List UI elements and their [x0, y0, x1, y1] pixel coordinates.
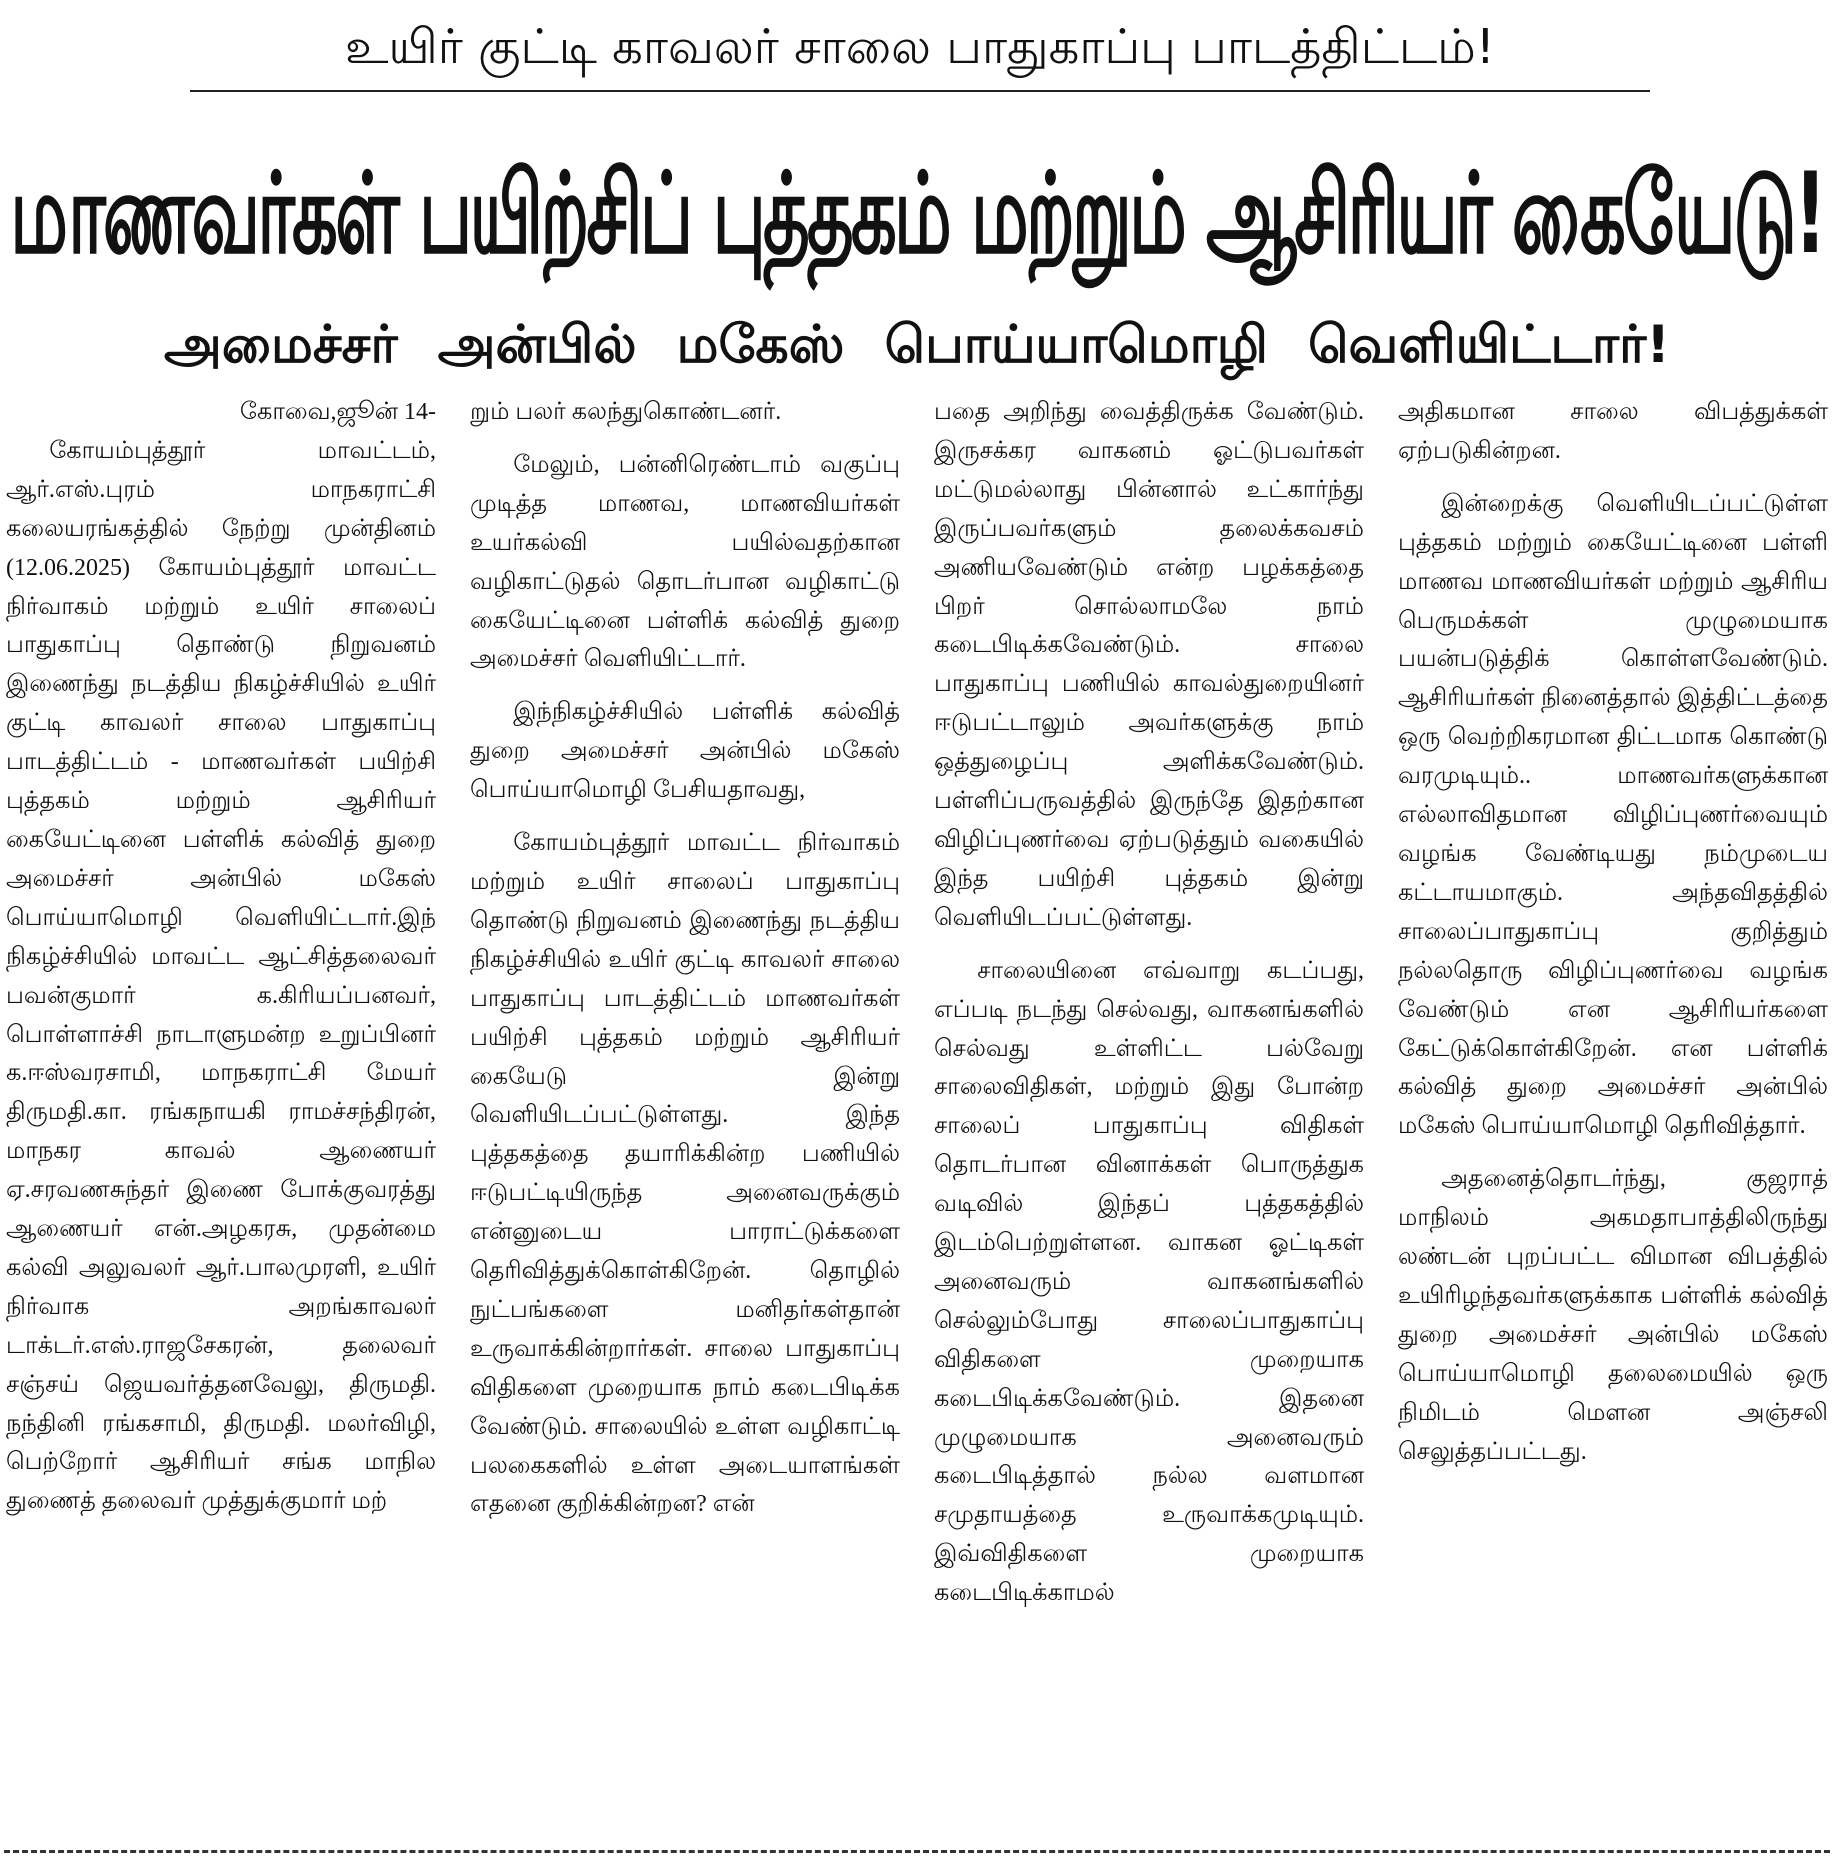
- article-paragraph-5: கோயம்புத்தூர் மாவட்ட நிர்வாகம் மற்றும் உயிர் சாலைப் பாதுகாப்பு தொண்டு நிறுவனம் இணைந்து நடத்திய நிகழ்ச்சியில் உயிர் குட்டி காவலர் சாலை பாதுகாப்பு பாடத்திட்டம் மாணவர்கள் பயிற்சி புத்தகம் மற்றும் ஆசிரியர் கையேடு இன்று வெளியிடப்பட்டுள்ளது. இந்த புத்தகத்தை தயாரிக்கின்ற பணியில் ஈடுபட்டியிருந்த அனைவருக்கும் என்னுடைய பாராட்டுக்களை தெரிவித்துக்கொள்கிறேன். தொழில் நுட்பங்களை மனிதர்கள்தான் உருவாக்கின்றார்கள். சாலை பாதுகாப்பு விதிகளை முறையாக நாம் கடைபிடிக்க வேண்டும். சாலையில் உள்ள வழிகாட்டி பலகைகளில் உள்ள அடையாளங்கள் எதனை குறிக்கின்றன? என்: [470, 830, 900, 1518]
- dateline: கோவை,ஜூன் 14-: [239, 399, 436, 425]
- article-paragraph-1: கோயம்புத்தூர் மாவட்டம், ஆர்.எஸ்.புரம் மாநகராட்சி கலையரங்கத்தில் நேற்று முன்தினம் (12.06.2025) கோயம்புத்தூர் மாவட்ட நிர்வாகம் மற்றும் உயிர் சாலைப் பாதுகாப்பு தொண்டு நிறுவனம் இணைந்து நடத்திய நிகழ்ச்சியில் உயிர் குட்டி காவலர் சாலை பாதுகாப்பு பாடத்திட்டம் - மாணவர்கள் பயிற்சி புத்தகம் மற்றும் ஆசிரியர் கையேட்டினை பள்ளிக் கல்வித் துறை அமைச்சர் அன்பில் மகேஸ் பொய்யாமொழி வெளியிட்டார்.இந் நிகழ்ச்சியில் மாவட்ட ஆட்சித்தலைவர் பவன்குமார் க.கிரியப்பனவர், பொள்ளாச்சி நாடாளுமன்ற உறுப்பினர் க.ஈஸ்வரசாமி, மாநகராட்சி மேயர் திருமதி.கா. ரங்கநாயகி ராமச்சந்திரன், மாநகர காவல் ஆணையர் ஏ.சரவணசுந்தர் இணை போக்குவரத்து ஆணையர் என்.அழகரசு, முதன்மை கல்வி அலுவலர் ஆர்.பாலமுரளி, உயிர் நிர்வாக அறங்காவலர் டாக்டர்.எஸ்.ராஜசேகரன், தலைவர் சஞ்சய் ஜெயவர்த்தனவேலு, திருமதி. நந்தினி ரங்கசாமி, திருமதி. மலர்விழி, பெற்றோர் ஆசிரியர் சங்க மாநில துணைத் தலைவர் முத்துக்குமார் மற்: [6, 437, 436, 1515]
- article-paragraph-2: றும் பலர் கலந்துகொண்டனர்.: [470, 399, 782, 425]
- article-column-2: [470, 393, 900, 1845]
- article-paragraph-7: சாலையினை எவ்வாறு கடப்பது, எப்படி நடந்து செல்வது, வாகனங்களில் செல்வது உள்ளிட்ட பல்வேறு சாலைவிதிகள், மற்றும் இது போன்ற சாலைப் பாதுகாப்பு விதிகள் தொடர்பான வினாக்கள் பொருத்துக வடிவில் இந்தப் புத்தகத்தில் இடம்பெற்றுள்ளன. வாகன ஓட்டிகள் அனைவரும் வாகனங்களில் செல்லும்போது சாலைப்பாதுகாப்பு விதிகளை முறையாக கடைபிடிக்கவேண்டும். இதனை முழுமையாக அனைவரும் கடைபிடித்தால் நல்ல வளமான சமுதாயத்தை உருவாக்கமுடியும். இவ்விதிகளை முறையாக கடைபிடிக்காமல்: [934, 957, 1364, 1607]
- article-paragraph-4: இந்நிகழ்ச்சியில் பள்ளிக் கல்வித் துறை அமைச்சர் அன்பில் மகேஸ் பொய்யாமொழி பேசியதாவது,: [470, 699, 900, 804]
- main-headline: மாணவர்கள் பயிற்சிப் புத்தகம் மற்றும் ஆசிரியர் கையேடு!: [10, 147, 1824, 279]
- article-paragraph-9: இன்றைக்கு வெளியிடப்பட்டுள்ள புத்தகம் மற்றும் கையேட்டினை பள்ளி மாணவ மாணவியர்கள் மற்றும் ஆசிரிய பெருமக்கள் முழுமையாக பயன்படுத்திக் கொள்ளவேண்டும். ஆசிரியர்கள் நினைத்தால் இத்திட்டத்தை ஒரு வெற்றிகரமான திட்டமாக கொண்டு வரமுடியும்.. மாணவர்களுக்கான எல்லாவிதமான விழிப்புணர்வையும் வழங்க வேண்டியது நம்முடைய கட்டாயமாகும். அந்தவிதத்தில் சாலைப்பாதுகாப்பு குறித்தும் நல்லதொரு விழிப்புணர்வை வழங்க வேண்டும் என ஆசிரியர்களை கேட்டுக்கொள்கிறேன். என பள்ளிக் கல்வித் துறை அமைச்சர் அன்பில் மகேஸ் பொய்யாமொழி தெரிவித்தார்.: [1398, 490, 1828, 1140]
- article-paragraph-10: அதனைத்தொடர்ந்து, குஜராத் மாநிலம் அகமதாபாத்திலிருந்து லண்டன் புறப்பட்ட விமான விபத்தில் உயிரிழந்தவர்களுக்காக பள்ளிக் கல்வித் துறை அமைச்சர் அன்பில் மகேஸ் பொய்யாமொழி தலைமையில் ஒரு நிமிடம் மௌன அஞ்சலி செலுத்தப்பட்டது.: [1398, 1166, 1828, 1465]
- article-paragraph-8: அதிகமான சாலை விபத்துக்கள் ஏற்படுகின்றன.: [1398, 399, 1828, 464]
- bottom-dashed-divider: [4, 1850, 1830, 1853]
- kicker-headline: உயிர் குட்டி காவலர் சாலை பாதுகாப்பு பாடத்திட்டம்!: [344, 19, 1496, 75]
- article-paragraph-3: மேலும், பன்னிரெண்டாம் வகுப்பு முடித்த மாணவ, மாணவியர்கள் உயர்கல்வி பயில்வதற்கான வழிகாட்டுதல் தொடர்பான வழிகாட்டு கையேட்டினை பள்ளிக் கல்வித் துறை அமைச்சர் வெளியிட்டார்.: [470, 451, 900, 673]
- article-column-1: [6, 393, 436, 1845]
- article-paragraph-6: பதை அறிந்து வைத்திருக்க வேண்டும். இருசக்கர வாகனம் ஓட்டுபவர்கள் மட்டுமல்லாது பின்னால் உட்கார்ந்து இருப்பவர்களும் தலைக்கவசம் அணியவேண்டும் என்ற பழக்கத்தை பிறர் சொல்லாமலே நாம் கடைபிடிக்கவேண்டும். சாலை பாதுகாப்பு பணியில் காவல்துறையினர் ஈடுபட்டாலும் அவர்களுக்கு நாம் ஒத்துழைப்பு அளிக்கவேண்டும். பள்ளிப்பருவத்தில் இருந்தே இதற்கான விழிப்புணர்வை ஏற்படுத்தும் வகையில் இந்த பயிற்சி புத்தகம் இன்று வெளியிடப்பட்டுள்ளது.: [934, 399, 1364, 931]
- sub-headline: அமைச்சர் அன்பில் மகேஸ் பொய்யாமொழி வெளியிட்டார்!: [164, 315, 1670, 375]
- article-column-3: [934, 393, 1364, 1845]
- article-column-4: [1398, 393, 1828, 1845]
